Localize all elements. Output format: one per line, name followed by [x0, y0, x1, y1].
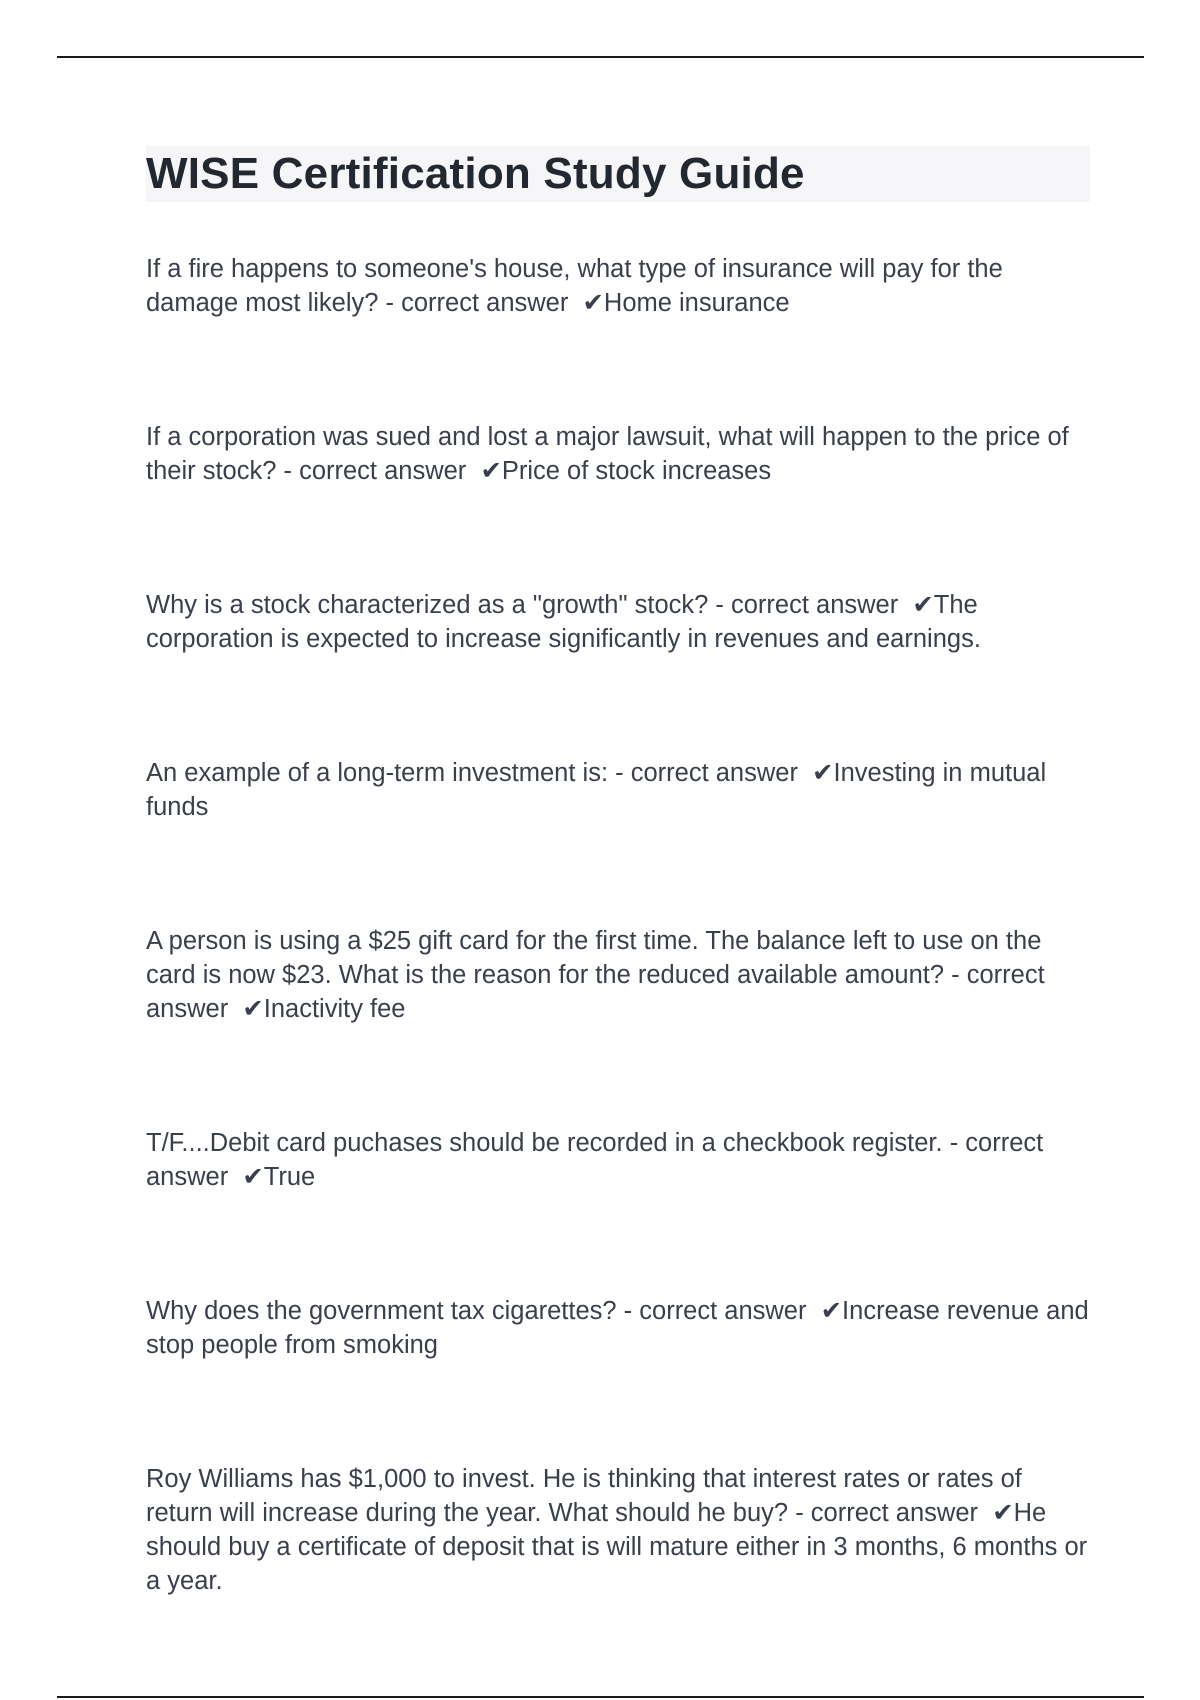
answer-text: Price of stock increases — [501, 457, 772, 485]
separator-text: - — [944, 961, 967, 989]
answer-label: correct answer — [146, 1129, 1044, 1191]
answer-text: He should buy a certificate of deposit that is will mature either in 3 months, 6 months or a year. — [146, 1499, 1088, 1595]
separator-text: - — [942, 1129, 966, 1157]
bottom-rule — [57, 1696, 1144, 1698]
answer-text: Home insurance — [603, 289, 790, 317]
answer-text: Increase revenue and stop people from smoking — [146, 1297, 1089, 1359]
question-answer-item — [146, 588, 1090, 656]
answer-label: correct answer — [639, 1297, 807, 1325]
top-rule — [57, 56, 1144, 58]
question-answer-item — [146, 1126, 1090, 1194]
question-text: Why does the government tax cigarettes? — [146, 1297, 617, 1325]
answer-label: correct answer — [810, 1499, 979, 1527]
separator-text: - — [788, 1499, 811, 1527]
answer-label: correct answer — [401, 289, 569, 317]
question-text: T/F....Debit card puchases should be recorded in a checkbook register. — [146, 1129, 943, 1157]
checkmark-icon: ✔ — [582, 289, 604, 317]
answer-text: True — [263, 1163, 316, 1191]
title-banner — [146, 146, 1090, 202]
answer-label: correct answer — [299, 457, 467, 485]
separator-text: - — [608, 759, 631, 787]
separator-text: - — [616, 1297, 640, 1325]
checkmark-icon: ✔ — [820, 1297, 843, 1325]
question-answer-item — [146, 420, 1090, 488]
answer-label: correct answer — [146, 961, 1045, 1023]
checkmark-icon: ✔ — [242, 995, 264, 1023]
question-answer-item — [146, 1462, 1090, 1598]
question-answer-item — [146, 924, 1090, 1026]
question-answer-item — [146, 252, 1090, 320]
separator-text: - — [276, 457, 300, 485]
checkmark-icon: ✔ — [912, 591, 934, 619]
answer-text: The corporation is expected to increase significantly in revenues and earnings. — [146, 591, 981, 653]
checkmark-icon: ✔ — [242, 1163, 264, 1191]
question-text: If a fire happens to someone's house, what type of insurance will pay for the damage most likely? — [146, 255, 1003, 317]
question-answer-item — [146, 756, 1090, 824]
separator-text: - — [708, 591, 731, 619]
answer-text: Investing in mutual funds — [146, 759, 1047, 821]
separator-text: - — [378, 289, 402, 317]
page-title: WISE Certification Study Guide — [146, 149, 805, 198]
question-text: If a corporation was sued and lost a major lawsuit, what will happen to the price of their stock? — [146, 423, 1069, 485]
answer-label: correct answer — [630, 759, 798, 787]
question-text: Roy Williams has $1,000 to invest. He is thinking that interest rates or rates of return will increase during the year. What should he buy? — [146, 1465, 1022, 1527]
checkmark-icon: ✔ — [812, 759, 834, 787]
question-text: Why is a stock characterized as a "growth" stock? — [146, 591, 709, 619]
answer-text: Inactivity fee — [263, 995, 406, 1023]
answer-label: correct answer — [731, 591, 899, 619]
question-list — [146, 252, 1090, 1598]
question-text: An example of a long-term investment is: — [146, 759, 609, 787]
question-answer-item — [146, 1294, 1090, 1362]
question-text: A person is using a $25 gift card for the first time. The balance left to use on the card is now $23. What is the reason for the reduced available amount? — [146, 927, 1042, 989]
checkmark-icon: ✔ — [480, 457, 502, 485]
document-body — [146, 146, 1090, 1698]
checkmark-icon: ✔ — [992, 1499, 1014, 1527]
